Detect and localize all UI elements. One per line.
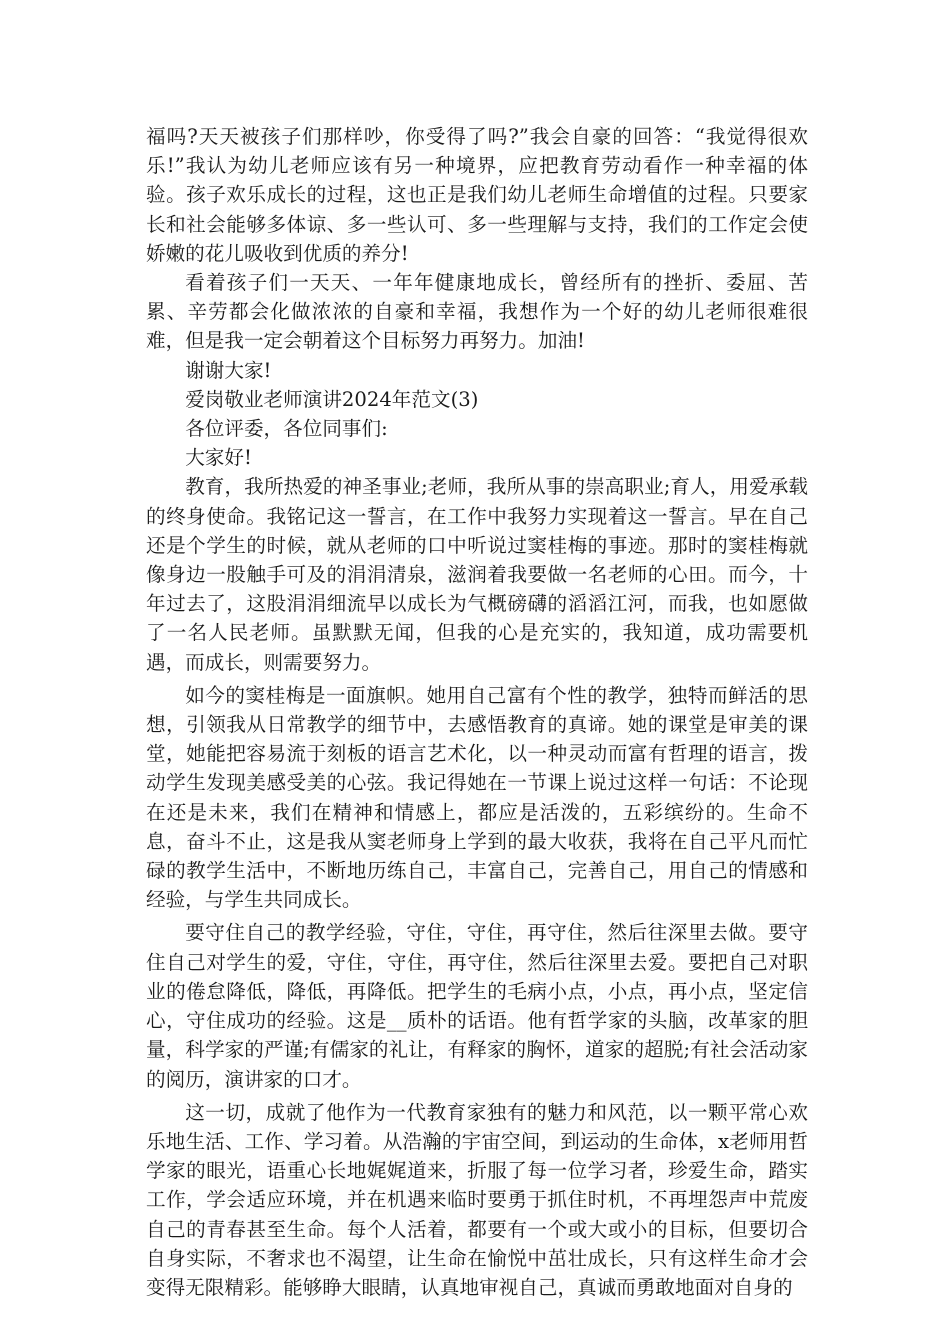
paragraph-dou-guimei: 如今的窦桂梅是一面旗帜。她用自己富有个性的教学，独特而鲜活的思想，引领我从日常教学的细节中，去感悟教育的真谛。她的课堂是审美的课堂，她能把容易流于刻板的语言艺术化，以一种灵动而富有哲理的语言，拨动学生发现美感受美的心弦。我记得她在一节课上说过这样一句话：不论现在还是未来，我们在精神和情感上，都应是活泼的，五彩缤纷的。生命不息，奋斗不止，这是我从窦老师身上学到的最大收获，我将在自己平凡而忙碌的教学生活中，不断地历练自己，丰富自己，完善自己，用自己的情感和经验，与学生共同成长。 — [146, 683, 808, 912]
paragraph-closing: 看着孩子们一天天、一年年健康地成长，曾经所有的挫折、委屈、苦累、辛劳都会化做浓浓的自豪和幸福，我想作为一个好的幼儿老师很难很难，但是我一定会朝着这个目标努力再努力。加油! — [146, 271, 808, 353]
paragraph-continuation: 福吗?天天被孩子们那样吵，你受得了吗?”我会自豪的回答：“我觉得很欢乐!”我认为幼儿老师应该有另一种境界，应把教育劳动看作一种幸福的体验。孩子欢乐成长的过程，这也正是我们幼儿老师生命增值的过程。只要家长和社会能够多体谅、多一些认可、多一些理解与支持，我们的工作定会使娇嫩的花儿吸收到优质的养分! — [146, 125, 808, 265]
paragraph-keep-experience: 要守住自己的教学经验，守住，守住，再守住，然后往深里去做。要守住自己对学生的爱，守住，守住，再守住，然后往深里去爱。要把自己对职业的倦怠降低，降低，再降低。把学生的毛病小点，小点，再小点，坚定信心，守住成功的经验。这是__质朴的话语。他有哲学家的头脑，改革家的胆量，科学家的严谨;有儒家的礼让，有释家的胸怀，道家的超脱;有社会活动家的阅历，演讲家的口才。 — [146, 921, 808, 1091]
greeting-everyone: 大家好! — [185, 446, 252, 470]
greeting-judges: 各位评委，各位同事们: — [185, 417, 388, 441]
paragraph-education: 教育，我所热爱的神圣事业;老师，我所从事的崇高职业;育人，用爱承载的终身使命。我铭记这一誓言，在工作中我努力实现着这一誓言。早在自己还是个学生的时候，就从老师的口中听说过窦桂梅的事迹。那时的窦桂梅就像身边一股触手可及的涓涓清泉，滋润着我要做一名老师的心田。而今，十年过去了，这股涓涓细流早以成长为气概磅礴的滔滔江河，而我，也如愿做了一名人民老师。虽默默无闻，但我的心是充实的，我知道，成功需要机遇，而成长，则需要努力。 — [146, 475, 808, 674]
paragraph-thanks: 谢谢大家! — [185, 358, 272, 382]
document-body — [146, 122, 808, 1302]
paragraph-all-this: 这一切，成就了他作为一代教育家独有的魅力和风范，以一颗平常心欢乐地生活、工作、学习着。从浩瀚的宇宙空间，到运动的生命体，x老师用哲学家的眼光，语重心长地娓娓道来，折服了每一位学习者，珍爱生命，踏实工作，学会适应环境，并在机遇来临时要勇于抓住时机，不再埋怨声中荒废自己的青春甚至生命。每个人活着，都要有一个或大或小的目标，但要切合自身实际，不奢求也不渴望，让生命在愉悦中茁壮成长，只有这样生命才会变得无限精彩。能够睁大眼睛，认真地审视自己，真诚而勇敢地面对自身的 — [146, 1100, 808, 1299]
section-title: 爱岗敬业老师演讲2024年范文(3) — [185, 387, 479, 411]
